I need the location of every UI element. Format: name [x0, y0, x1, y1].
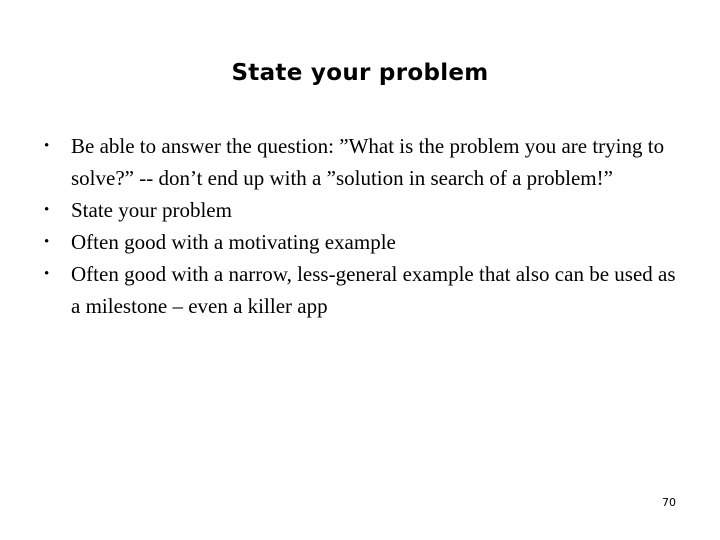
bullet-icon: • [44, 266, 50, 282]
slide-title: State your problem [231, 60, 489, 86]
bullet-text: Be able to answer the question: ”What is the problem you are trying to solve?” -- don’t end up with a ”solution in search of a problem!” [71, 134, 665, 190]
bullet-text: State your problem [71, 198, 232, 222]
bullet-text: Often good with a motivating example [71, 230, 396, 254]
bullet-text: Often good with a narrow, less-general example that also can be used as a milestone – even a killer app [71, 262, 676, 318]
bullet-item [44, 130, 684, 194]
bullet-icon: • [44, 138, 50, 154]
bullet-icon: • [44, 202, 50, 218]
bullet-icon: • [44, 234, 50, 250]
bullet-list [44, 130, 684, 322]
page-number: 70 [662, 496, 676, 509]
bullet-item [44, 258, 684, 322]
bullet-item [44, 194, 684, 226]
bullet-item [44, 226, 684, 258]
